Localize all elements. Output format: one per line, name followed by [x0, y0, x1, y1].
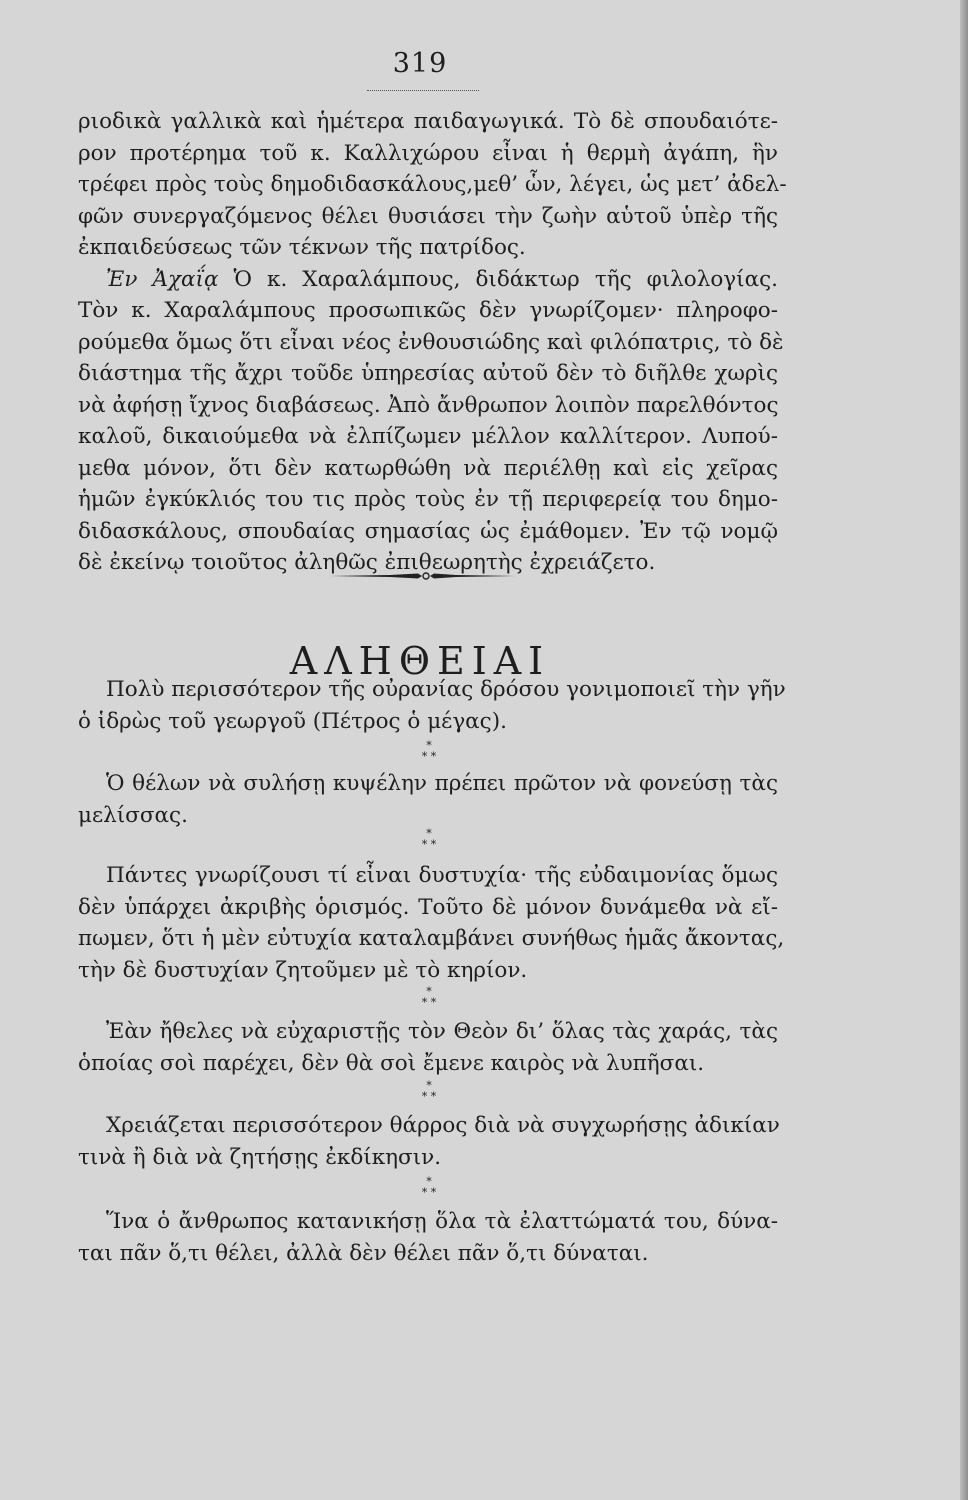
page-number: 319 — [392, 48, 448, 79]
text-line: Ὁ θέλων νὰ συλήσῃ κυψέλην πρέπει πρῶτον νὰ φονεύσῃ τὰς — [106, 771, 778, 796]
text-line: μεθα μόνον, ὅτι δὲν κατωρθώθη νὰ περιέλθῃ καὶ εἰς χεῖρας — [78, 455, 778, 481]
star-mark: * — [426, 827, 432, 840]
text-line: νὰ ἀφήσῃ ἴχνος διαβάσεως. Ἀπὸ ἄνθρωπον λοιπὸν παρελθόντος — [78, 392, 779, 418]
page-edge-shadow — [960, 0, 968, 1500]
star-mark: * * — [421, 996, 437, 1009]
top-paragraph — [78, 106, 787, 579]
text-line: δὲ ἐκείνῳ τοιοῦτος ἀληθῶς ἐπιθεωρητὴς ἐχρειάζετο. — [78, 550, 656, 575]
text-line: ἡμῶν ἐγκύκλιός του τις πρὸς τοὺς ἐν τῇ περιφερείᾳ του δημο- — [78, 487, 778, 512]
text-line: τινὰ ἢ διὰ νὰ ζητήσῃς ἐκδίκησιν. — [78, 1144, 442, 1170]
achaia-first-line-text: Ὁ κ. Χαραλάμπους, διδάκτωρ τῆς φιλολογίας. — [233, 266, 778, 292]
text-line: μελίσσας. — [78, 802, 188, 828]
star-mark: * * — [421, 750, 437, 763]
page-number-underline — [367, 90, 479, 91]
truth-paragraph — [78, 860, 785, 986]
text-line: διδασκάλους, σπουδαίας σημασίας ὡς ἐμάθομεν. Ἐν τῷ νομῷ — [78, 518, 778, 544]
star-mark: * — [426, 739, 432, 752]
text-line: Τὸν κ. Χαραλάμπους προσωπικῶς δὲν γνωρίζομεν· πληροφο- — [78, 298, 778, 323]
section-title: ΑΛΗΘΕΙΑΙ — [289, 639, 551, 684]
star-mark: * * — [421, 1186, 437, 1199]
truth-paragraph — [78, 1016, 778, 1079]
star-separator — [414, 986, 444, 1008]
truth-paragraph — [78, 1110, 778, 1173]
achaia-first-line — [78, 264, 778, 296]
star-mark: * * — [421, 838, 437, 851]
text-line: Χρειάζεται περισσότερον θάρρος διὰ νὰ συγχωρήσῃς ἀδικίαν — [106, 1113, 780, 1138]
text-line: Ἵνα ὁ ἄνθρωπος κατανικήσῃ ὅλα τὰ ἐλαττώματά του, δύνα- — [106, 1209, 778, 1234]
text-line: καλοῦ, δικαιούμεθα νὰ ἐλπίζωμεν μέλλον καλλίτερον. Λυπού- — [78, 424, 778, 449]
text-line: ὁ ἱδρὼς τοῦ γεωργοῦ (Πέτρος ὁ μέγας). — [78, 708, 507, 734]
truth-paragraph — [78, 768, 778, 831]
text-line: ται πᾶν ὅ,τι θέλει, ἀλλὰ δὲν θέλει πᾶν ὅ,τι δύναται. — [78, 1240, 649, 1266]
place-name: Ἐν Ἀχαΐᾳ — [106, 266, 219, 292]
text-line: δὲν ὑπάρχει ἀκριβὴς ὁρισμός. Τοῦτο δὲ μόνον δυνάμεθα νὰ εἴ- — [78, 894, 778, 920]
truth-paragraph — [78, 1206, 778, 1269]
ornamental-rule — [330, 570, 516, 582]
truth-paragraph — [78, 674, 786, 737]
text-line: Ἐὰν ἤθελες νὰ εὐχαριστῇς τὸν Θεὸν δι’ ὅλας τὰς χαράς, τὰς — [106, 1019, 778, 1044]
text-line: τρέφει πρὸς τοὺς δημοδιδασκάλους,μεθ’ ὧν, λέγει, ὡς μετ’ ἀδελ- — [78, 172, 787, 197]
text-line: ρον προτέρημα τοῦ κ. Καλλιχώρου εἶναι ἡ θερμὴ ἀγάπη, ἣν — [78, 140, 778, 166]
star-mark: * — [426, 985, 432, 998]
text-line: Πάντες γνωρίζουσι τί εἶναι δυστυχία· τῆς εὐδαιμονίας ὅμως — [106, 863, 778, 888]
star-separator — [414, 1176, 444, 1198]
text-line: τὴν δὲ δυστυχίαν ζητοῦμεν μὲ τὸ κηρίον. — [78, 957, 528, 983]
star-separator — [414, 828, 444, 850]
text-line: φῶν συνεργαζόμενος θέλει θυσιάσει τὴν ζωὴν αὑτοῦ ὑπὲρ τῆς — [78, 203, 778, 229]
star-mark: * — [426, 1079, 432, 1092]
star-mark: * — [426, 1175, 432, 1188]
star-separator — [414, 1080, 444, 1102]
text-line: διάστημα τῆς ἄχρι τοῦδε ὑπηρεσίας αὐτοῦ δὲν τὸ διῆλθε χωρὶς — [78, 361, 778, 386]
text-line: ἐκπαιδεύσεως τῶν τέκνων τῆς πατρίδος. — [78, 235, 526, 260]
text-line: ρούμεθα ὅμως ὅτι εἶναι νέος ἐνθουσιώδης καὶ φιλόπατρις, τὸ δὲ — [78, 329, 784, 355]
star-separator — [414, 740, 444, 762]
star-mark: * * — [421, 1090, 437, 1103]
text-line: ριοδικὰ γαλλικὰ καὶ ἡμέτερα παιδαγωγικά. Τὸ δὲ σπουδαιότε- — [78, 109, 778, 134]
text-line: Πολὺ περισσότερον τῆς οὐρανίας δρόσου γονιμοποιεῖ τὴν γῆν — [106, 677, 786, 702]
text-line: πωμεν, ὅτι ἡ μὲν εὐτυχία καταλαμβάνει συνήθως ἡμᾶς ἄκοντας, — [78, 926, 785, 951]
text-line: ὁποίας σοὶ παρέχει, δὲν θὰ σοὶ ἔμενε καιρὸς νὰ λυπῆσαι. — [78, 1050, 705, 1076]
